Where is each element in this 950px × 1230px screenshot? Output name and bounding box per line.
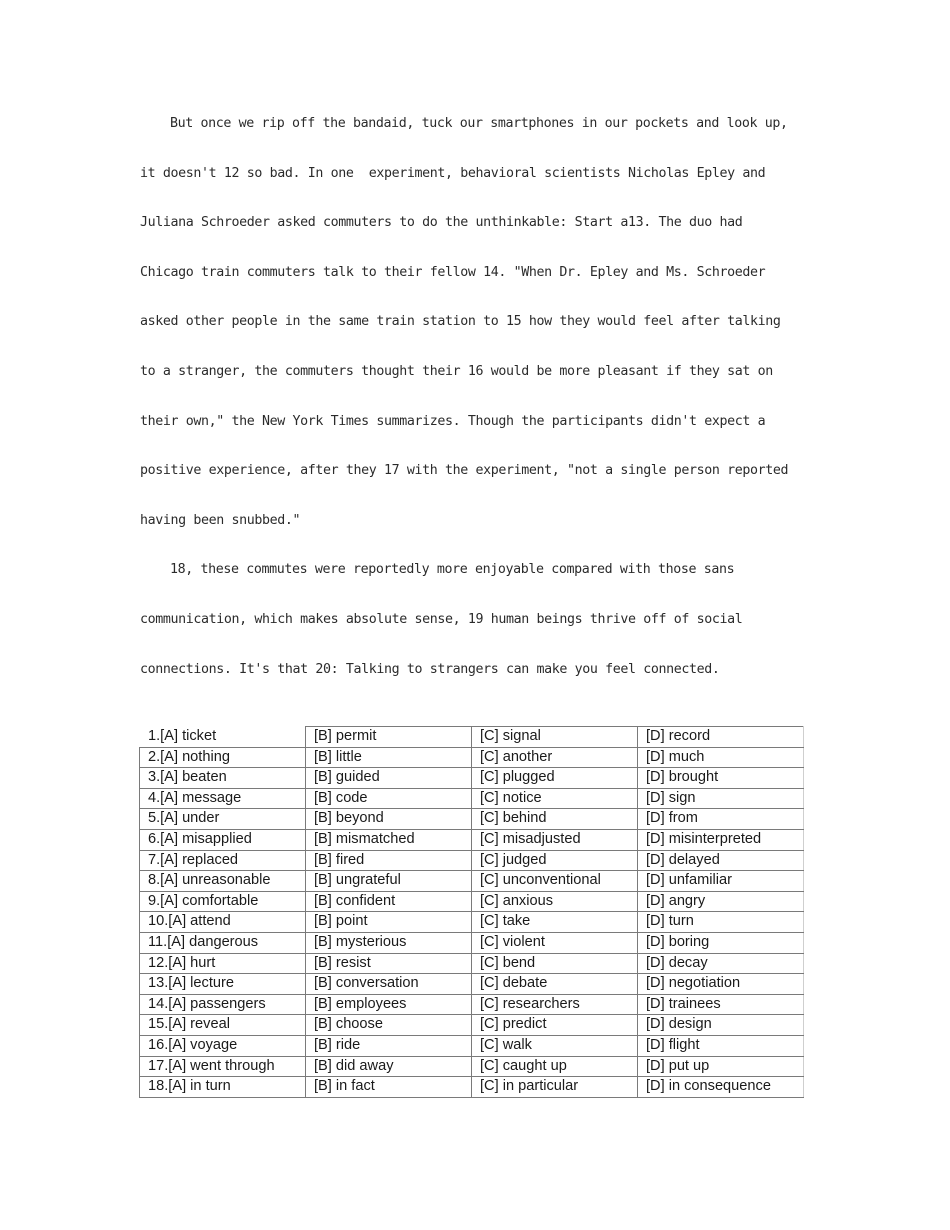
option-row	[140, 974, 804, 995]
option-cell-a: 17.[A] went through	[140, 1056, 306, 1077]
answer-options-table	[139, 726, 804, 1098]
option-cell-a: 4.[A] message	[140, 788, 306, 809]
option-cell-a: 2.[A] nothing	[140, 747, 306, 768]
option-cell-d: [D] from	[638, 809, 804, 830]
passage-line: 18, these commutes were reportedly more enjoyable compared with those sans	[170, 562, 735, 578]
option-cell-a: 12.[A] hurt	[140, 953, 306, 974]
option-cell-c: [C] judged	[472, 850, 638, 871]
option-cell-b: [B] mismatched	[306, 829, 472, 850]
passage-line: Chicago train commuters talk to their fellow 14. "When Dr. Epley and Ms. Schroeder	[140, 264, 766, 280]
passage-line: having been snubbed."	[140, 512, 301, 528]
option-cell-d: [D] flight	[638, 1035, 804, 1056]
option-cell-c: [C] behind	[472, 809, 638, 830]
passage-line: communication, which makes absolute sense, 19 human beings thrive off of social	[140, 611, 743, 627]
option-cell-b: [B] beyond	[306, 809, 472, 830]
option-cell-b: [B] fired	[306, 850, 472, 871]
option-row	[140, 1077, 804, 1098]
option-cell-b: [B] choose	[306, 1015, 472, 1036]
option-cell-d: [D] trainees	[638, 994, 804, 1015]
option-cell-b: [B] little	[306, 747, 472, 768]
option-cell-c: [C] notice	[472, 788, 638, 809]
option-row	[140, 1035, 804, 1056]
option-cell-b: [B] mysterious	[306, 932, 472, 953]
option-cell-c: [C] in particular	[472, 1077, 638, 1098]
option-cell-a: 15.[A] reveal	[140, 1015, 306, 1036]
option-cell-d: [D] misinterpreted	[638, 829, 804, 850]
option-cell-c: [C] walk	[472, 1035, 638, 1056]
option-row	[140, 891, 804, 912]
option-cell-d: [D] put up	[638, 1056, 804, 1077]
option-cell-b: [B] code	[306, 788, 472, 809]
option-cell-c: [C] take	[472, 912, 638, 933]
option-row	[140, 747, 804, 768]
option-cell-b: [B] confident	[306, 891, 472, 912]
passage-line: asked other people in the same train station to 15 how they would feel after talking	[140, 314, 781, 330]
option-cell-a: 7.[A] replaced	[140, 850, 306, 871]
option-cell-a: 16.[A] voyage	[140, 1035, 306, 1056]
option-cell-c: [C] signal	[472, 727, 638, 748]
option-cell-a: 14.[A] passengers	[140, 994, 306, 1015]
option-row	[140, 850, 804, 871]
option-cell-c: [C] predict	[472, 1015, 638, 1036]
passage-line: positive experience, after they 17 with the experiment, "not a single person reported	[140, 463, 789, 479]
option-row	[140, 953, 804, 974]
option-cell-c: [C] plugged	[472, 768, 638, 789]
option-cell-c: [C] anxious	[472, 891, 638, 912]
option-row	[140, 829, 804, 850]
option-cell-b: [B] ride	[306, 1035, 472, 1056]
option-cell-b: [B] conversation	[306, 974, 472, 995]
option-cell-d: [D] design	[638, 1015, 804, 1036]
option-cell-d: [D] angry	[638, 891, 804, 912]
passage-line: But once we rip off the bandaid, tuck our smartphones in our pockets and look up,	[170, 116, 788, 131]
option-cell-d: [D] sign	[638, 788, 804, 809]
option-row	[140, 1015, 804, 1036]
option-cell-c: [C] violent	[472, 932, 638, 953]
option-cell-d: [D] turn	[638, 912, 804, 933]
option-cell-b: [B] resist	[306, 953, 472, 974]
option-cell-c: [C] bend	[472, 953, 638, 974]
option-cell-b: [B] did away	[306, 1056, 472, 1077]
passage-line: connections. It's that 20: Talking to strangers can make you feel connected.	[140, 661, 720, 677]
option-cell-c: [C] debate	[472, 974, 638, 995]
option-cell-c: [C] caught up	[472, 1056, 638, 1077]
option-cell-b: [B] permit	[306, 727, 472, 748]
option-row	[140, 788, 804, 809]
option-row	[140, 932, 804, 953]
option-row	[140, 912, 804, 933]
passage-line: to a stranger, the commuters thought their 16 would be more pleasant if they sat on	[140, 363, 773, 379]
option-cell-a: 6.[A] misapplied	[140, 829, 306, 850]
option-row	[140, 1056, 804, 1077]
option-cell-d: [D] boring	[638, 932, 804, 953]
option-cell-a: 3.[A] beaten	[140, 768, 306, 789]
option-cell-d: [D] decay	[638, 953, 804, 974]
option-cell-c: [C] misadjusted	[472, 829, 638, 850]
option-cell-d: [D] brought	[638, 768, 804, 789]
option-cell-d: [D] negotiation	[638, 974, 804, 995]
passage-line: it doesn't 12 so bad. In one experiment, behavioral scientists Nicholas Epley and	[140, 165, 766, 181]
option-cell-c: [C] researchers	[472, 994, 638, 1015]
option-cell-a: 11.[A] dangerous	[140, 932, 306, 953]
passage-line: Juliana Schroeder asked commuters to do the unthinkable: Start a13. The duo had	[140, 215, 743, 231]
option-cell-a: 10.[A] attend	[140, 912, 306, 933]
option-cell-b: [B] ungrateful	[306, 871, 472, 892]
passage-line: their own," the New York Times summarizes. Though the participants didn't expect a	[140, 413, 766, 429]
option-cell-a: 9.[A] comfortable	[140, 891, 306, 912]
option-row	[140, 809, 804, 830]
option-cell-b: [B] guided	[306, 768, 472, 789]
option-cell-a: 1.[A] ticket	[140, 727, 306, 748]
option-row	[140, 994, 804, 1015]
option-cell-b: [B] in fact	[306, 1077, 472, 1098]
option-cell-d: [D] record	[638, 727, 804, 748]
option-cell-c: [C] another	[472, 747, 638, 768]
option-cell-b: [B] employees	[306, 994, 472, 1015]
option-row	[140, 871, 804, 892]
option-cell-a: 18.[A] in turn	[140, 1077, 306, 1098]
option-cell-b: [B] point	[306, 912, 472, 933]
option-cell-a: 13.[A] lecture	[140, 974, 306, 995]
option-cell-a: 5.[A] under	[140, 809, 306, 830]
option-cell-c: [C] unconventional	[472, 871, 638, 892]
option-cell-d: [D] in consequence	[638, 1077, 804, 1098]
option-cell-a: 8.[A] unreasonable	[140, 871, 306, 892]
option-cell-d: [D] delayed	[638, 850, 804, 871]
option-row	[140, 768, 804, 789]
option-cell-d: [D] much	[638, 747, 804, 768]
option-row	[140, 727, 804, 748]
passage-text	[140, 99, 820, 694]
option-cell-d: [D] unfamiliar	[638, 871, 804, 892]
answer-options-body	[140, 727, 804, 1098]
